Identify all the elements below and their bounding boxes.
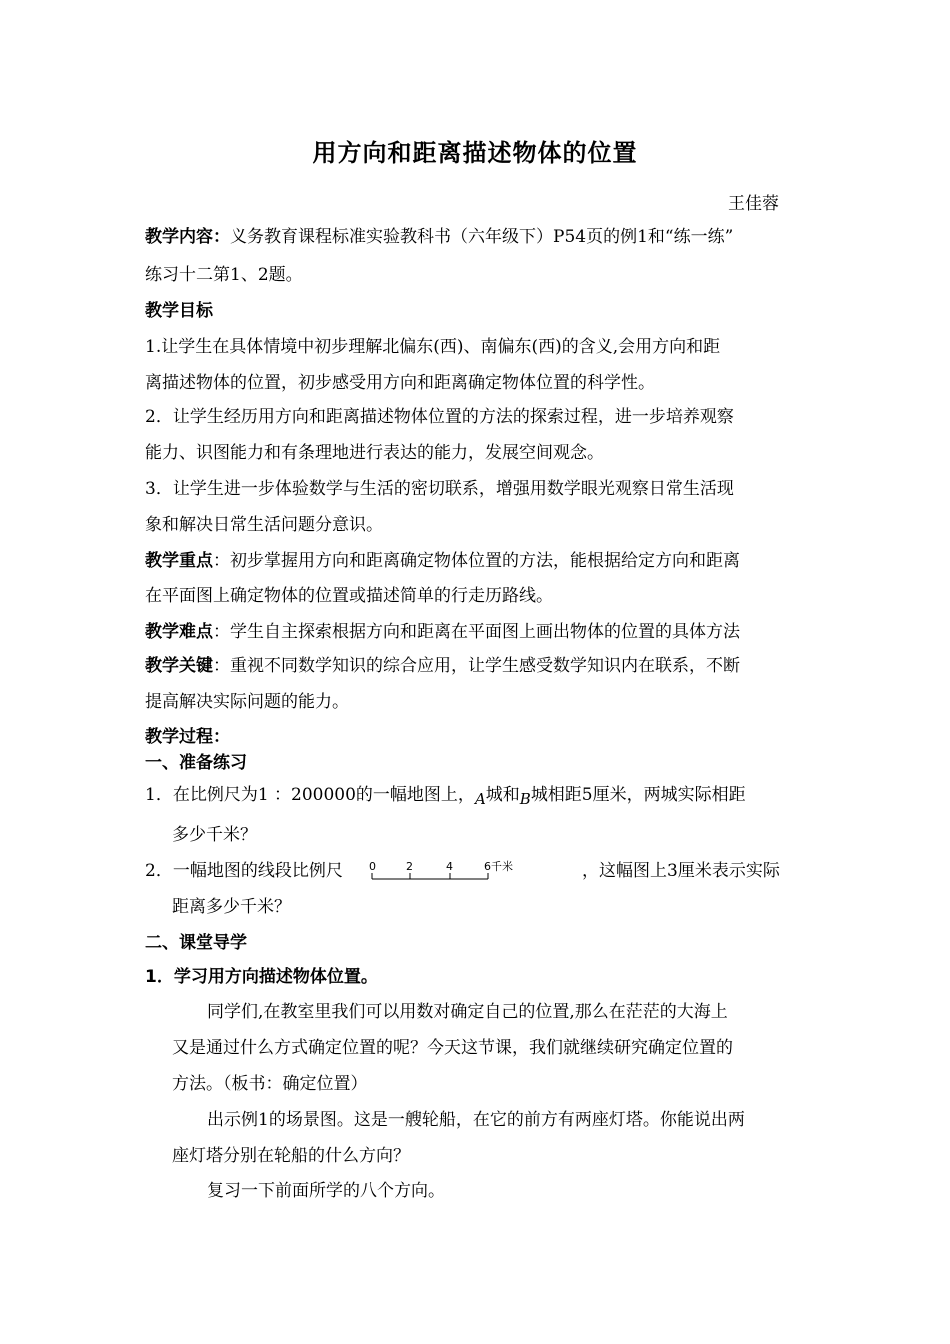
- key-label: 教学关键: [145, 656, 213, 676]
- section-2-heading: 二、课堂导学: [145, 933, 247, 953]
- paragraph-3: 复习一下前面所学的八个方向。: [207, 1181, 445, 1201]
- problem-1-text-c: 城相距5厘米，两城实际相距: [530, 785, 746, 805]
- key-line-2: 提高解决实际问题的能力。: [145, 692, 349, 712]
- key-points-label: 教学重点: [145, 551, 213, 571]
- scale-label-4: 4: [446, 860, 453, 873]
- key-points-line-2: 在平面图上确定物体的位置或描述简单的行走历路线。: [145, 586, 553, 606]
- scale-label-2: 2: [406, 860, 413, 873]
- problem-1-text-a: 1．在比例尺为1 ：200000的一幅地图上，: [145, 785, 475, 805]
- goal-2-line-2: 能力、识图能力和有条理地进行表达的能力，发展空间观念。: [145, 443, 604, 463]
- paragraph-1-line-1: 同学们,在教室里我们可以用数对确定自己的位置,那么在茫茫的大海上: [207, 1002, 728, 1022]
- key-points-text-1: ：初步掌握用方向和距离确定物体位置的方法，能根据给定方向和距离: [213, 551, 740, 571]
- scale-label-6: 6千米: [484, 860, 513, 873]
- content-label: 教学内容：: [145, 227, 230, 247]
- content-text-1: 义务教育课程标准实验教科书（六年级下）P54页的例1和“练一练”: [230, 227, 734, 247]
- city-b-label: B: [519, 790, 531, 808]
- lesson-1-heading: 1．学习用方向描述物体位置。: [145, 967, 378, 987]
- paragraph-2-line-1: 出示例1的场景图。这是一艘轮船，在它的前方有两座灯塔。你能说出两: [207, 1110, 745, 1130]
- key-line-1: [145, 651, 740, 676]
- paragraph-1-line-2: 又是通过什么方式确定位置的呢？今天这节课，我们就继续研究确定位置的: [172, 1038, 733, 1058]
- content-line-1: [145, 222, 733, 247]
- goal-3-line-2: 象和解决日常生活问题分意识。: [145, 515, 383, 535]
- author-name: 王佳蓉: [728, 194, 779, 214]
- scale-label-0: 0: [369, 860, 376, 873]
- document-title: 用方向和距离描述物体的位置: [312, 139, 638, 167]
- goal-3-line-1: 3．让学生进一步体验数学与生活的密切联系，增强用数学眼光观察日常生活现: [145, 479, 734, 499]
- problem-2-line-1b: ，这幅图上3厘米表示实际: [582, 861, 780, 881]
- goals-heading: 教学目标: [145, 301, 213, 321]
- paragraph-1-line-3: 方法。（板书：确定位置）: [172, 1074, 368, 1094]
- goal-1-line-2: 离描述物体的位置，初步感受用方向和距离确定物体位置的科学性。: [145, 373, 655, 393]
- difficulty-line: [145, 617, 740, 642]
- paragraph-2-line-2: 座灯塔分别在轮船的什么方向？: [172, 1146, 410, 1166]
- process-heading: 教学过程：: [145, 727, 230, 747]
- problem-2-line-2: 距离多少千米？: [172, 897, 291, 917]
- problem-1-text-b: 城和: [485, 785, 520, 805]
- goal-1-line-1: 1.让学生在具体情境中初步理解北偏东(西)、南偏东(西)的含义,会用方向和距: [145, 337, 721, 357]
- problem-1-line-2: 多少千米？: [172, 825, 257, 845]
- content-line-2: 练习十二第1、2题。: [145, 265, 303, 285]
- difficulty-label: 教学难点: [145, 622, 213, 642]
- goal-2-line-1: 2．让学生经历用方向和距离描述物体位置的方法的探索过程，进一步培养观察: [145, 407, 734, 427]
- problem-1-line-1: [145, 780, 746, 808]
- city-a-label: A: [474, 790, 486, 808]
- problem-2-line-1a: 2．一幅地图的线段比例尺: [145, 861, 343, 881]
- section-1-heading: 一、准备练习: [145, 753, 247, 773]
- key-text-1: ：重视不同数学知识的综合应用，让学生感受数学知识内在联系，不断: [213, 656, 740, 676]
- scale-bar: [368, 859, 538, 883]
- key-points-line-1: [145, 546, 740, 571]
- difficulty-text: ：学生自主探索根据方向和距离在平面图上画出物体的位置的具体方法: [213, 622, 740, 642]
